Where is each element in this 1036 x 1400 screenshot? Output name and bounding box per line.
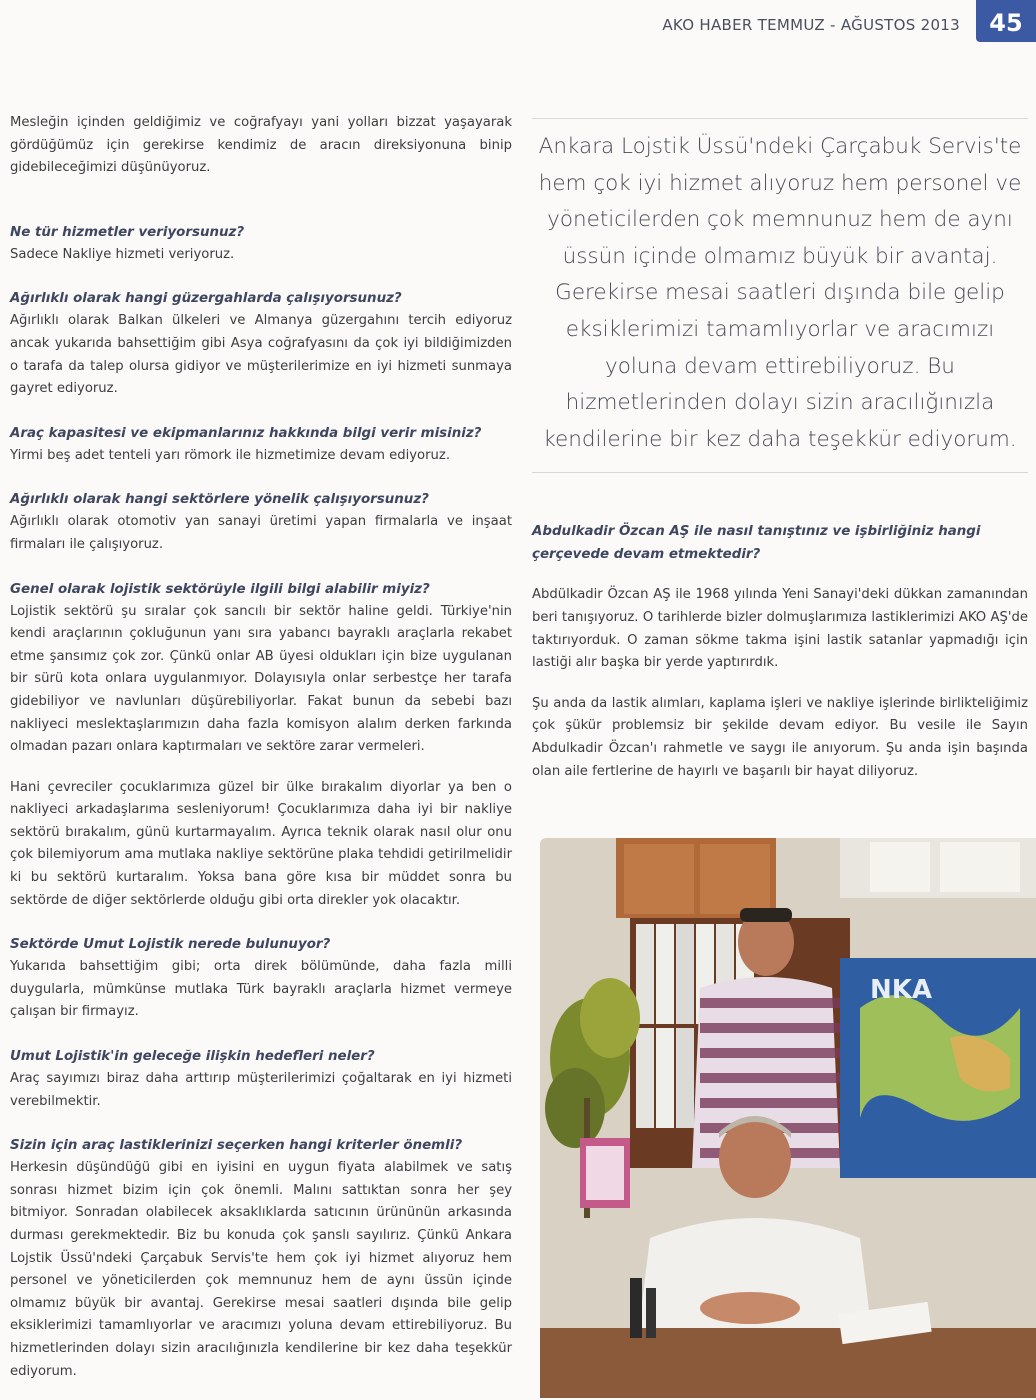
qa-block — [10, 288, 512, 400]
magazine-title: AKO HABER TEMMUZ - AĞUSTOS 2013 — [662, 16, 960, 34]
qa-block — [10, 934, 512, 1024]
question: Araç kapasitesi ve ekipmanlarınız hakkında bilgi verir misiniz? — [10, 425, 482, 441]
pull-quote: Ankara Lojstik Üssü'ndeki Çarçabuk Servis'te hem çok iyi hizmet alıyoruz hem personel ve yöneticilerden çok memnunuz hem de aynı üssün içinde olmamız büyük bir avantaj. Gerekirse mesai saatleri dışında bile gelip eksiklerimizi tamamlıyorlar ve aracımızı yoluna devam ettirebiliyoruz. Bu hizmetlerinden dolayı sizin aracılığınızla kendilerine bir kez daha teşekkür ediyorum. — [532, 118, 1028, 473]
answer: Hani çevreciler çocuklarımıza güzel bir ülke bırakalım diyorlar ya ben o nakliyeci arkadaşlarıma sesleniyorum! Çocuklarımıza daha iyi bir nakliye sektörü bırakalım, günü kurtarmayalım. Ayrıca teknik olarak nasıl olur onu çok bilemiyorum ama mutlaka nakliye sektörüne plaka tehdidi getirilmelidir ki bu sektörü kurtaralım. Yoksa bana göre kısa bir müddet sonra bu sektörde de diğer sektörlerde olduğu gibi orta direkler yok olacaktır. — [10, 779, 512, 908]
question: Umut Lojistik'in geleceğe ilişkin hedefleri neler? — [10, 1049, 375, 1065]
wall-map-label: NKA — [870, 975, 933, 1005]
question: Sizin için araç lastiklerinizi seçerken hangi kriterler önemli? — [10, 1138, 463, 1154]
qa-block — [10, 489, 512, 556]
office-photo — [540, 838, 1036, 1398]
answer: Sadece Nakliye hizmeti veriyoruz. — [10, 246, 235, 262]
answer: Ağırlıklı olarak otomotiv yan sanayi üretimi yapan firmalarla ve inşaat firmaları ile çalışıyoruz. — [10, 514, 512, 552]
question: Sektörde Umut Lojistik nerede bulunuyor? — [10, 937, 331, 953]
question: Ağırlıklı olarak hangi sektörlere yönelik çalışıyorsunuz? — [10, 492, 429, 508]
question: Ne tür hizmetler veriyorsunuz? — [10, 224, 245, 240]
page-number: 45 — [976, 0, 1036, 42]
answer: Ağırlıklı olarak Balkan ülkeleri ve Almanya güzergahını tercih ediyoruz ancak yukarıda bahsettiğim gibi Asya coğrafyasını da çok iyi bildiğimizden o tarafa da talep olursa gidiyor ve müşterilerimize en iyi hizmeti sunmaya gayret ediyoruz. — [10, 313, 512, 397]
left-column — [10, 112, 512, 1383]
office-photo-illustration — [540, 838, 1036, 1398]
page-header — [0, 0, 1036, 48]
qa-block — [10, 423, 512, 468]
qa-block — [10, 1046, 512, 1113]
intro-paragraph: Mesleğin içinden geldiğimiz ve coğrafyayı yani yolları bizzat yaşayarak gördüğümüz için gerekirse kendimiz de aracın direksiyonuna binip gidebileceğimizi düşünüyoruz. — [10, 115, 512, 176]
desk — [540, 1328, 1036, 1398]
answer: Şu anda da lastik alımları, kaplama işleri ve nakliye işlerinde birlikteliğimiz çok şükür problemsiz bir şekilde devam ediyor. Bu vesile ile Sayın Abdulkadir Özcan'ı rahmetle ve saygı ile anıyorum. Şu anda işin başında olan aile fertlerine de hayırlı ve başarılı bir hayat diliyoruz. — [532, 695, 1028, 779]
question: Ağırlıklı olarak hangi güzergahlarda çalışıyorsunuz? — [10, 291, 402, 307]
right-column — [532, 118, 1028, 783]
answer: Araç sayımızı biraz daha arttırıp müşterilerimizi çoğaltarak en iyi hizmeti verebilmektir. — [10, 1071, 512, 1109]
qa-block — [10, 1135, 512, 1383]
answer: Yirmi beş adet tenteli yarı römork ile hizmetimize devam ediyoruz. — [10, 447, 451, 463]
qa-block — [10, 579, 512, 913]
answer: Herkesin düşündüğü gibi en iyisini en uygun fiyata alabilmek ve satış sonrası hizmet bizim için çok önemli. Malını sattıktan sonra her şey bitmiyor. Sonradan olabilecek aksaklıklarda satıcının ürününün arkasında durması gerekmektedir. Biz bu konuda çok şanslı sayılırız. Çünkü Ankara Lojstik Üssü'ndeki Çarçabuk Servis'te hem çok iyi hizmet alıyoruz hem personel ve yöneticilerden çok memnunuz hem de aynı üssün içinde olmamız büyük bir avantaj. Gerekirse mesai saatleri dışında bile gelip eksiklerimizi tamamlıyorlar ve aracımızı yoluna devam ettirebiliyoruz. Bu hizmetlerinden dolayı sizin aracılığınızla kendilerine bir kez daha teşekkür ediyorum. — [10, 1160, 512, 1379]
pen-holder — [630, 1278, 642, 1338]
question: Abdulkadir Özcan AŞ ile nasıl tanıştınız ve işbirliğiniz hangi çerçevede devam etmektedir? — [532, 524, 981, 562]
qa-block — [10, 222, 512, 267]
answer: Lojistik sektörü şu sıralar çok sancılı bir sektör haline geldi. Türkiye'nin kendi araçlarının çokluğunun yanı sıra yabancı bayraklı araçlarla rekabet etme şansımız çok zor. Çünkü onlar AB üyesi oldukları için bize uygulanan bir sürü kota onlara uygulanmıyor. Dolayısıyla onlar serbestçe her tarafa gidebiliyor ve navlunları düşürebiliyorlar. Fakat bunun da sebebi bazı nakliyeci meslektaşlarımızın daha fazla komisyon alalım derken farkında olmadan pazarı onlara kaptırmaları ve sektöre zarar vermeleri. — [10, 603, 512, 755]
answer: Yukarıda bahsettiğim gibi; orta direk bölümünde, daha fazla milli duygularla, mümkünse mutlaka Türk bayraklı araçlarla hizmet vermeye çalışan bir firmayız. — [10, 959, 512, 1020]
question: Genel olarak lojistik sektörüyle ilgili bilgi alabilir miyiz? — [10, 581, 430, 597]
answer: Abdülkadir Özcan AŞ ile 1968 yılında Yeni Sanayi'deki dükkan zamanından beri tanışıyoruz. O tarihlerde bizler dolmuşlarımıza lastiklerimizi AKO AŞ'de taktırıyorduk. O zaman sökme takma işini lastik satanlar yapmadığı için lastiği alır başka bir yerde yaptırırdık. — [532, 587, 1028, 671]
